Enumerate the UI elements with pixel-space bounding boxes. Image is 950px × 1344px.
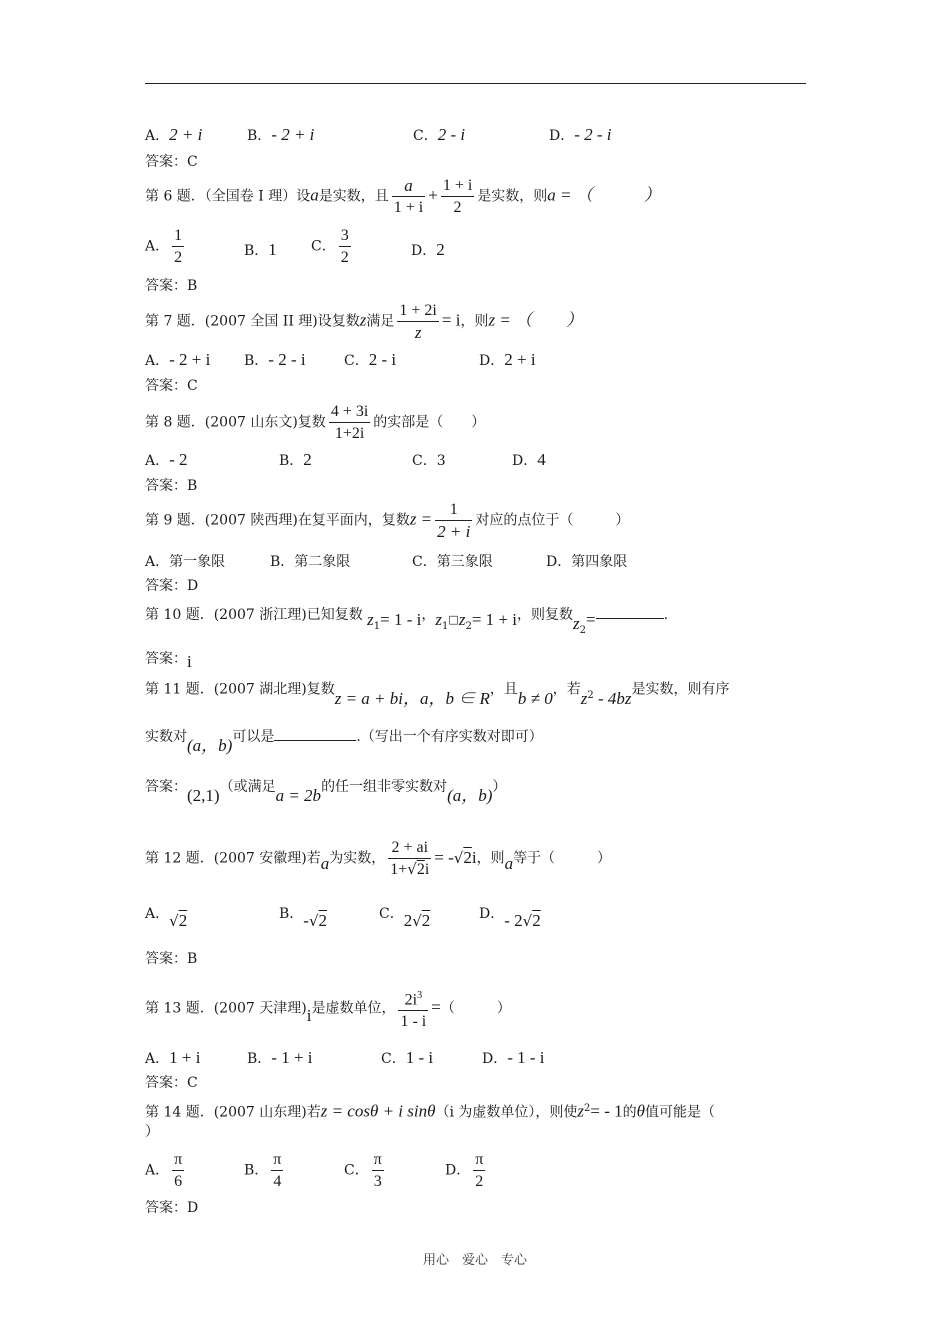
q13-question: 第 13 题．(2007 天津理)i是虚数单位， $\frac{2i^3}{1 - i}$ =（ ） bbox=[145, 986, 511, 1031]
q11-line-2: 实数对(a，b)可以是 .（写出一个有序实数对即可） bbox=[145, 726, 543, 747]
q8-fraction: $\frac{4 + 3i}{1+2i}$ bbox=[330, 403, 369, 442]
q13-option-a: A．1 + i bbox=[145, 1048, 201, 1067]
q12-question: 第 12 题．(2007 安徽理)若a为实数， $\frac{2 + ai}{1+√2i}$ = -√2i，则a等于（ ） bbox=[145, 839, 612, 878]
q9-option-d: D．第四象限 bbox=[546, 554, 628, 570]
q8-answer: 答案：B bbox=[145, 478, 198, 494]
q7-answer: 答案：C bbox=[145, 378, 198, 394]
q14-option-c: C． $\frac{\pi}{3}$ bbox=[344, 1151, 382, 1190]
q7-option-c: C．2 - i bbox=[344, 350, 397, 369]
q5-option-b: B．- 2 + i bbox=[247, 125, 315, 144]
q13-fraction: $\frac{2i^3}{1 - i}$ bbox=[398, 986, 428, 1031]
q13-option-b: B．- 1 + i bbox=[247, 1048, 313, 1067]
page-footer: 用心 爱心 专心 bbox=[422, 1253, 527, 1268]
q9-answer: 答案：D bbox=[145, 578, 199, 594]
q13-answer: 答案：C bbox=[145, 1075, 198, 1091]
q7-question: 第 7 题．(2007 全国 II 理)设复数z满足 $\frac{1 + 2i}{z}$ = i，则z = （ ） bbox=[145, 302, 584, 342]
q13-option-d: D．- 1 - i bbox=[482, 1048, 545, 1067]
q6-option-a: A． $\frac{1}{2}$ bbox=[145, 227, 183, 266]
q8-option-d: D．4 bbox=[512, 450, 546, 469]
q11-answer: 答案：(2,1)（或满足a = 2b的任一组非零实数对(a，b)） bbox=[145, 779, 507, 805]
q12-option-d: D．- 2√2 bbox=[479, 906, 541, 930]
q8-question: 第 8 题．(2007 山东文)复数 $\frac{4 + 3i}{1+2i}$ 的实部是（ ） bbox=[145, 403, 486, 442]
q11-answer-blank bbox=[274, 726, 356, 741]
q9-option-a: A．第一象限 bbox=[145, 554, 226, 570]
q6-fraction-1: $\frac{a}{1 + i}$ bbox=[393, 176, 424, 216]
q6-option-d: D．2 bbox=[411, 240, 445, 259]
q10-answer: 答案：i bbox=[145, 651, 192, 671]
q6-question: 第 6 题．（全国卷 I 理）设a是实数，且 $\frac{a}{1 + i}$ + $\frac{1 + i}{2}$ 是实数，则a = （ ） bbox=[145, 176, 661, 216]
q7-option-d: D．2 + i bbox=[479, 350, 536, 369]
q14-option-d: D． $\frac{\pi}{2}$ bbox=[445, 1151, 484, 1190]
q7-fraction: $\frac{1 + 2i}{z}$ bbox=[399, 302, 437, 342]
q14-answer: 答案：D bbox=[145, 1200, 199, 1216]
q5-answer: 答案：C bbox=[145, 154, 198, 170]
q5-option-d: D．- 2 - i bbox=[549, 125, 612, 144]
q13-option-c: C．1 - i bbox=[381, 1048, 434, 1067]
q9-option-c: C．第三象限 bbox=[412, 554, 493, 570]
q7-option-a: A．- 2 + i bbox=[145, 350, 211, 369]
q9-fraction: $\frac{1}{2 + i}$ bbox=[437, 501, 471, 541]
header-rule bbox=[145, 83, 806, 84]
q6-fraction-2: $\frac{1 + i}{2}$ bbox=[442, 177, 473, 216]
q6-option-b: B．1 bbox=[244, 240, 277, 259]
q14-question: 第 14 题．(2007 山东理)若z = cosθ + i sinθ（i 为虚数单位），则使$z^2= - 1$的θ值可能是（ bbox=[145, 1101, 715, 1121]
q8-option-c: C．3 bbox=[412, 453, 446, 469]
q12-option-b: B．-√2 bbox=[279, 906, 328, 930]
q12-option-a: A．√2 bbox=[145, 906, 188, 930]
q9-option-b: B．第二象限 bbox=[270, 554, 351, 570]
q6-answer: 答案：B bbox=[145, 278, 198, 294]
q14-option-b: B． $\frac{\pi}{4}$ bbox=[244, 1151, 282, 1190]
q10-answer-blank bbox=[596, 604, 664, 619]
q8-option-a: A．- 2 bbox=[145, 450, 188, 469]
q12-answer: 答案：B bbox=[145, 951, 198, 967]
q9-question: 第 9 题．(2007 陕西理)在复平面内，复数z = $\frac{1}{2 + i}$ 对应的点位于（ ） bbox=[145, 501, 630, 541]
q14-option-a: A． $\frac{\pi}{6}$ bbox=[145, 1151, 183, 1190]
q6-option-c: C． $\frac{3}{2}$ bbox=[311, 227, 349, 266]
q10-question: 第 10 题．(2007 浙江理)已知复数 $z_1= 1 - i$，$z_{1□}z_2= 1 + i$，则复数$z_2=$ . bbox=[145, 604, 668, 631]
q8-option-b: B．2 bbox=[279, 450, 312, 469]
q5-option-a: A．2 + i bbox=[145, 125, 203, 144]
q14-question-cont: ） bbox=[145, 1124, 159, 1140]
q5-option-c: C．2 - i bbox=[413, 125, 466, 144]
q12-fraction: $\frac{2 + ai}{1+√2i}$ bbox=[390, 839, 430, 878]
q11-question: 第 11 题．(2007 湖北理)复数z = a + bi，a，b ∈ R，且b ≠ 0，若$z^2 - 4bz$是实数，则有序 bbox=[145, 681, 730, 708]
q12-option-c: C．2√2 bbox=[379, 906, 431, 930]
q7-option-b: B．- 2 - i bbox=[244, 350, 306, 369]
